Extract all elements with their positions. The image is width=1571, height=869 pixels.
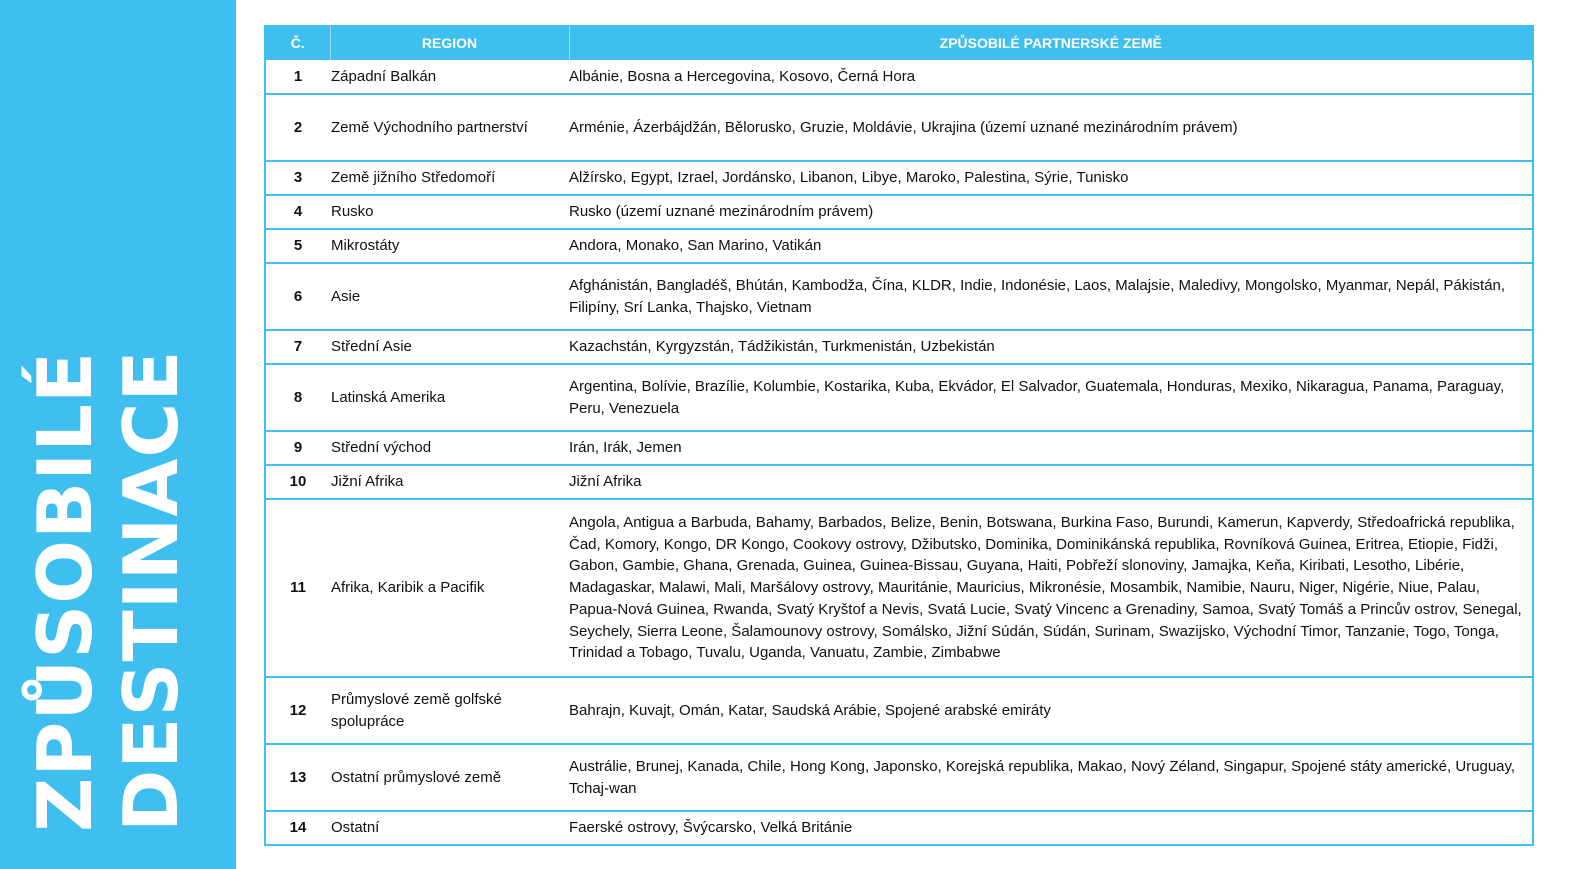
- row-num: 14: [265, 811, 330, 845]
- row-num: 6: [265, 263, 330, 330]
- sidebar-title-line1: ZPŮSOBILÉ: [21, 350, 109, 832]
- row-region: Střední Asie: [330, 330, 569, 364]
- row-num: 9: [265, 431, 330, 465]
- row-region: Ostatní: [330, 811, 569, 845]
- row-region: Západní Balkán: [330, 60, 569, 94]
- header-countries: ZPŮSOBILÉ PARTNERSKÉ ZEMĚ: [569, 25, 1533, 60]
- table-row: [265, 465, 1533, 499]
- row-num: 7: [265, 330, 330, 364]
- row-num: 3: [265, 161, 330, 195]
- header-region: REGION: [330, 25, 569, 60]
- table-row: [265, 330, 1533, 364]
- sidebar-title-line2: DESTINACE: [107, 349, 195, 832]
- row-countries: Faerské ostrovy, Švýcarsko, Velká Británie: [569, 811, 1533, 845]
- row-countries: Austrálie, Brunej, Kanada, Chile, Hong Kong, Japonsko, Korejská republika, Makao, Nový Zéland, Singapur, Spojené státy americké, Uruguay, Tchaj-wan: [569, 744, 1533, 811]
- row-region: Jižní Afrika: [330, 465, 569, 499]
- row-countries: Rusko (území uznané mezinárodním právem): [569, 195, 1533, 229]
- sidebar-title: [22, 349, 194, 832]
- table-row: [265, 811, 1533, 845]
- row-num: 11: [265, 499, 330, 677]
- row-countries: Kazachstán, Kyrgyzstán, Tádžikistán, Turkmenistán, Uzbekistán: [569, 330, 1533, 364]
- row-region: Rusko: [330, 195, 569, 229]
- table-row: [265, 195, 1533, 229]
- row-num: 4: [265, 195, 330, 229]
- row-countries: Bahrajn, Kuvajt, Omán, Katar, Saudská Arábie, Spojené arabské emiráty: [569, 677, 1533, 744]
- row-countries: Arménie, Ázerbájdžán, Bělorusko, Gruzie, Moldávie, Ukrajina (území uznané mezinárodním právem): [569, 94, 1533, 161]
- table-row: [265, 744, 1533, 811]
- table-row: [265, 60, 1533, 94]
- row-region: Střední východ: [330, 431, 569, 465]
- row-countries: Argentina, Bolívie, Brazílie, Kolumbie, Kostarika, Kuba, Ekvádor, El Salvador, Guatemala, Honduras, Mexiko, Nikaragua, Panama, Paraguay, Peru, Venezuela: [569, 364, 1533, 431]
- table-row: [265, 229, 1533, 263]
- row-countries: Jižní Afrika: [569, 465, 1533, 499]
- row-region: Afrika, Karibik a Pacifik: [330, 499, 569, 677]
- table-row: [265, 499, 1533, 677]
- row-num: 12: [265, 677, 330, 744]
- row-region: Mikrostáty: [330, 229, 569, 263]
- row-num: 2: [265, 94, 330, 161]
- row-countries: Afghánistán, Bangladéš, Bhútán, Kambodža, Čína, KLDR, Indie, Indonésie, Laos, Malajsie, Maledivy, Mongolsko, Myanmar, Nepál, Pákistán, Filipíny, Srí Lanka, Thajsko, Vietnam: [569, 263, 1533, 330]
- row-countries: Angola, Antigua a Barbuda, Bahamy, Barbados, Belize, Benin, Botswana, Burkina Faso, Burundi, Kamerun, Kapverdy, Středoafrická republika, Čad, Komory, Kongo, DR Kongo, Cookovy ostrovy, Džibutsko, Dominika, Dominikánská republika, Rovníková Guinea, Eritrea, Etiopie, Fidži, Gabon, Gambie, Ghana, Grenada, Guinea, Guinea-Bissau, Guyana, Haiti, Pobřeží slonoviny, Jamajka, Keňa, Kiribati, Lesotho, Libérie, Madagaskar, Malawi, Mali, Maršálovy ostrovy, Mauritánie, Mauricius, Mikronésie, Mosambik, Namibie, Nauru, Niger, Nigérie, Niue, Palau, Papua-Nová Guinea, Rwanda, Svatý Kryštof a Nevis, Svatá Lucie, Svatý Vincenc a Grenadiny, Samoa, Svatý Tomáš a Princův ostrov, Senegal, Seychely, Sierra Leone, Šalamounovy ostrovy, Somálsko, Jižní Súdán, Súdán, Surinam, Swazijsko, Východní Timor, Tanzanie, Togo, Tonga, Trinidad a Tobago, Tuvalu, Uganda, Vanuatu, Zambie, Zimbabwe: [569, 499, 1533, 677]
- row-region: Země Východního partnerství: [330, 94, 569, 161]
- row-num: 5: [265, 229, 330, 263]
- row-num: 10: [265, 465, 330, 499]
- row-region: Země jižního Středomoří: [330, 161, 569, 195]
- row-region: Ostatní průmyslové země: [330, 744, 569, 811]
- table-row: [265, 677, 1533, 744]
- destinations-table: [264, 25, 1534, 846]
- row-region: Průmyslové země golfské spolupráce: [330, 677, 569, 744]
- header-num: Č.: [265, 25, 330, 60]
- destinations-table-wrapper: [264, 25, 1532, 846]
- row-countries: Andora, Monako, San Marino, Vatikán: [569, 229, 1533, 263]
- row-countries: Albánie, Bosna a Hercegovina, Kosovo, Černá Hora: [569, 60, 1533, 94]
- table-row: [265, 431, 1533, 465]
- row-countries: Alžírsko, Egypt, Izrael, Jordánsko, Libanon, Libye, Maroko, Palestina, Sýrie, Tunisko: [569, 161, 1533, 195]
- row-num: 13: [265, 744, 330, 811]
- row-num: 8: [265, 364, 330, 431]
- table-row: [265, 161, 1533, 195]
- row-num: 1: [265, 60, 330, 94]
- row-countries: Irán, Irák, Jemen: [569, 431, 1533, 465]
- table-header-row: [265, 25, 1533, 60]
- table-row: [265, 94, 1533, 161]
- table-row: [265, 364, 1533, 431]
- row-region: Asie: [330, 263, 569, 330]
- sidebar-panel: [0, 0, 236, 869]
- row-region: Latinská Amerika: [330, 364, 569, 431]
- table-row: [265, 263, 1533, 330]
